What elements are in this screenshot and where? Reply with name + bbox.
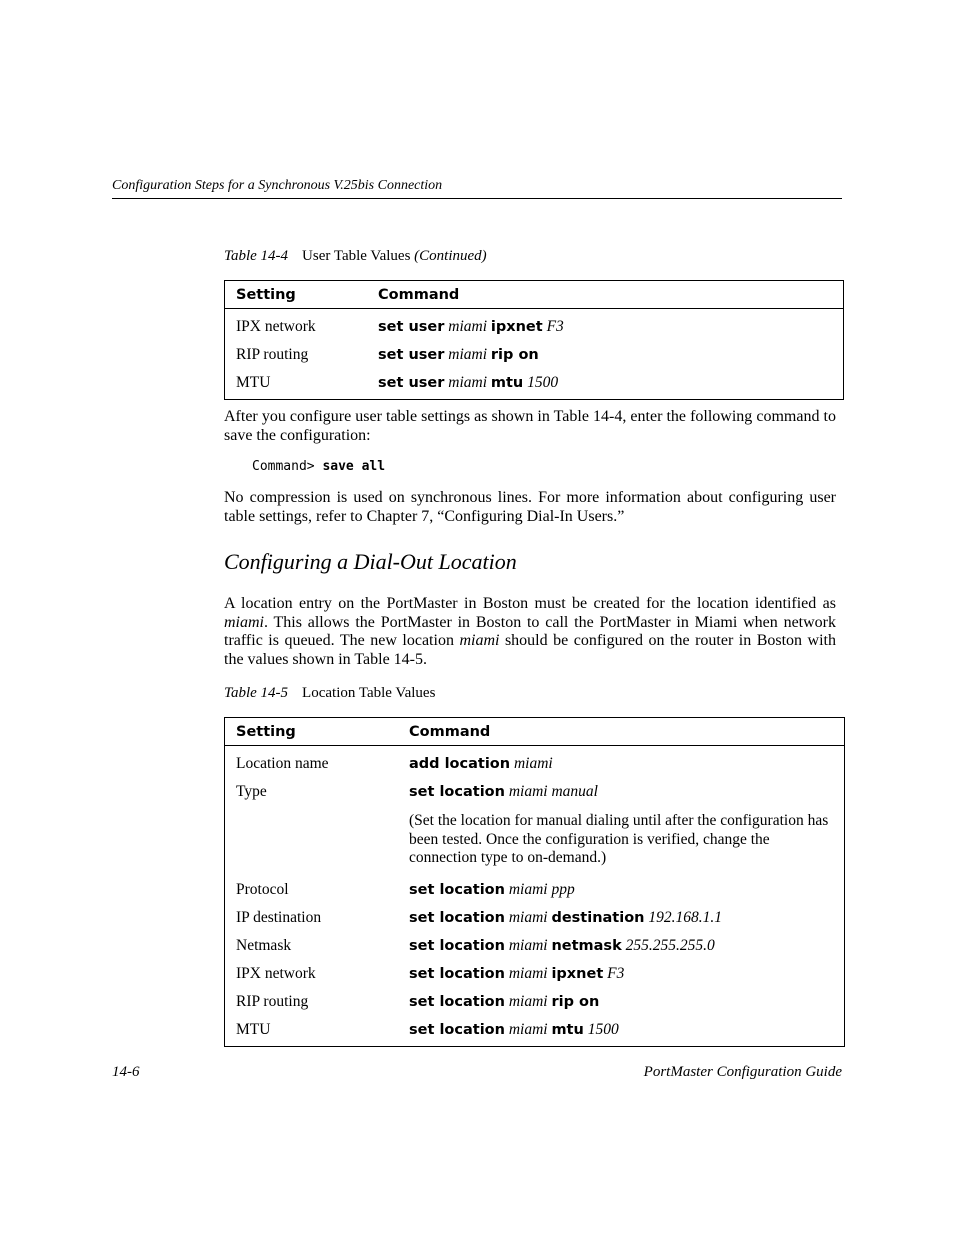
command-cell xyxy=(367,309,844,342)
command-cell xyxy=(367,369,844,400)
setting-cell: RIP routing xyxy=(236,346,309,363)
command-argument: miami xyxy=(448,374,488,391)
table-row xyxy=(225,876,845,904)
command-argument: 255.255.255.0 xyxy=(625,936,715,954)
command-cell xyxy=(398,778,845,806)
table-number: Table 14-4 xyxy=(224,248,289,264)
table-row xyxy=(225,904,845,932)
command-keyword: add location xyxy=(409,756,511,772)
para-italic: miami xyxy=(224,613,264,631)
command-keyword: mtu xyxy=(551,1021,584,1038)
command-cell xyxy=(398,960,845,988)
command-keyword: set location xyxy=(409,993,505,1010)
code-example xyxy=(252,459,385,474)
command-argument: F3 xyxy=(607,964,625,982)
command-cell xyxy=(398,932,845,960)
header-rule xyxy=(112,198,842,199)
command-cell xyxy=(398,746,845,779)
table-title: Location Table Values xyxy=(302,685,436,701)
table-row xyxy=(225,369,844,400)
column-header-command: Command xyxy=(367,281,844,309)
command-keyword: set location xyxy=(409,937,505,954)
table-row xyxy=(225,932,845,960)
setting-cell: Netmask xyxy=(236,936,292,954)
column-header-command: Command xyxy=(398,718,845,746)
command-keyword: rip on xyxy=(490,347,539,363)
command-cell xyxy=(398,988,845,1016)
table-number: Table 14-5 xyxy=(224,685,289,701)
command-argument: F3 xyxy=(546,318,564,335)
setting-cell: IPX network xyxy=(236,318,316,335)
command-keyword: set location xyxy=(409,881,505,898)
table-14-5-caption xyxy=(224,685,435,702)
setting-cell: IPX network xyxy=(236,964,316,982)
user-table-values xyxy=(224,280,844,400)
para-italic: miami xyxy=(459,632,500,649)
command-keyword: set user xyxy=(378,319,445,335)
setting-cell: MTU xyxy=(236,374,271,391)
setting-cell xyxy=(225,806,399,876)
table-row xyxy=(225,778,845,806)
command-cell xyxy=(367,341,844,369)
table-row xyxy=(225,341,844,369)
command-cell xyxy=(398,876,845,904)
para-text: should be configured on the router in Boston with the values shown in Table 14-5. xyxy=(224,632,837,668)
table-row xyxy=(225,746,845,779)
command-argument: miami xyxy=(508,908,548,926)
command-cell xyxy=(398,904,845,932)
command-keyword: set location xyxy=(409,1021,505,1038)
command-keyword: netmask xyxy=(551,937,622,954)
command-cell: (Set the location for manual dialing until after the configuration has been tested. Once the configuration is verified, change the connection type to on-demand.) xyxy=(409,812,829,866)
command-keyword: set location xyxy=(409,909,505,926)
running-header: Configuration Steps for a Synchronous V.25bis Connection xyxy=(112,178,443,193)
command-keyword: ipxnet xyxy=(551,965,604,982)
command-cell xyxy=(398,1016,845,1047)
table-row xyxy=(225,309,844,342)
table-row xyxy=(225,960,845,988)
command-argument: miami xyxy=(508,1020,548,1038)
command-argument: miami xyxy=(513,755,553,772)
command-keyword: set location xyxy=(409,965,505,982)
code-prompt: Command> xyxy=(252,459,315,474)
command-keyword: set user xyxy=(378,375,445,391)
paragraph-save-intro: After you configure user table settings as shown in Table 14-4, enter the following command to save the configuration: xyxy=(224,408,836,444)
command-keyword: destination xyxy=(551,909,645,926)
table-row xyxy=(225,988,845,1016)
command-keyword: rip on xyxy=(551,993,600,1010)
command-argument: miami xyxy=(448,346,488,363)
setting-cell: Type xyxy=(236,783,267,800)
command-argument: miami xyxy=(508,992,548,1010)
column-header-setting: Setting xyxy=(225,718,399,746)
command-argument: 192.168.1.1 xyxy=(648,908,722,926)
command-argument: miami manual xyxy=(508,783,598,800)
command-argument: miami xyxy=(448,318,488,335)
setting-cell: IP destination xyxy=(236,908,322,926)
setting-cell: Protocol xyxy=(236,880,289,898)
table-14-4-caption xyxy=(224,248,487,265)
setting-cell: Location name xyxy=(236,755,329,772)
para-text: A location entry on the PortMaster in Boston must be created for the location identified as xyxy=(224,595,836,612)
location-table-values xyxy=(224,717,845,1047)
command-keyword: set user xyxy=(378,347,445,363)
command-argument: miami ppp xyxy=(508,880,575,898)
command-keyword: ipxnet xyxy=(490,319,543,335)
command-keyword: set location xyxy=(409,784,505,800)
command-argument: miami xyxy=(508,964,548,982)
paragraph-compression: No compression is used on synchronous lines. For more information about configuring user table settings, refer to Chapter 7, “Configuring Dial-In Users.” xyxy=(224,489,836,525)
setting-cell: MTU xyxy=(236,1020,271,1038)
table-row xyxy=(225,1016,845,1047)
command-keyword: mtu xyxy=(490,375,524,391)
table-continued: (Continued) xyxy=(414,248,487,264)
page-number: 14-6 xyxy=(112,1064,140,1080)
code-command: save all xyxy=(322,459,386,474)
command-argument: 1500 xyxy=(527,374,559,391)
command-argument: 1500 xyxy=(587,1020,619,1038)
setting-cell: RIP routing xyxy=(236,992,309,1010)
table-title: User Table Values xyxy=(302,248,411,264)
paragraph-location xyxy=(224,595,836,669)
para-text: . This allows the PortMaster in Boston to call the PortMaster in Miami when network traffic is queued. The new location xyxy=(224,613,836,649)
column-header-setting: Setting xyxy=(225,281,368,309)
section-heading: Configuring a Dial-Out Location xyxy=(224,549,517,574)
book-title: PortMaster Configuration Guide xyxy=(643,1064,842,1080)
table-row xyxy=(225,806,845,876)
command-argument: miami xyxy=(508,936,548,954)
